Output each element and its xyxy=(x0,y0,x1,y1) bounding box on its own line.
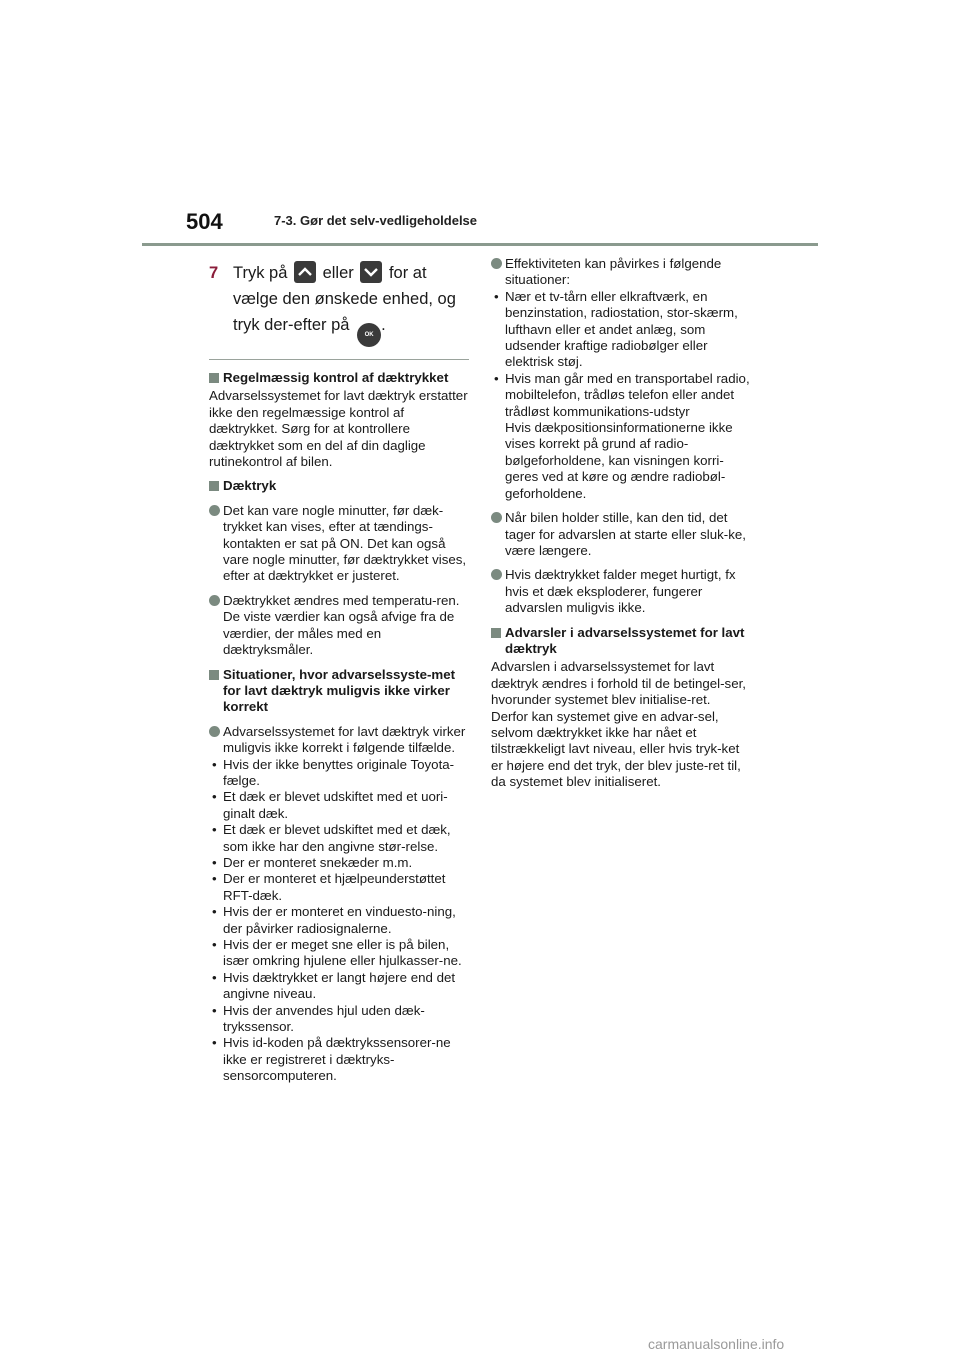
step-text-1: Tryk på xyxy=(233,264,288,282)
list-item: • Et dæk er blevet udskiftet med et uori-ginalt dæk. xyxy=(212,789,448,821)
circle-bullet-icon xyxy=(491,512,502,523)
list-item: • Nær et tv-tårn eller elkraftværk, en benzinstation, radiostation, stor-skærm, lufthavn eller et andet anlæg, som udsender kraftige radiobølger eller elektrisk støj. xyxy=(494,288,738,370)
step-divider xyxy=(209,359,469,360)
list-item: • Hvis der anvendes hjul uden dæk-trykssensor. xyxy=(212,1002,425,1035)
page-header xyxy=(142,209,818,247)
square-marker-icon xyxy=(209,670,219,680)
list-item: • Hvis der ikke benyttes originale Toyota-fælge. xyxy=(212,756,455,788)
heading-text: Regelmæssig kontrol af dæktrykket xyxy=(223,370,449,385)
bullet-item: Effektiviteten kan påvirkes i følgende situationer: xyxy=(491,256,751,289)
step-text-4: . xyxy=(381,316,386,334)
step-7 xyxy=(209,260,469,347)
list-item: • Hvis man går med en transportabel radio, mobiltelefon, trådløs telefon eller andet trådløst kommunikations-udstyr xyxy=(494,370,750,419)
bullet-item: Det kan vare nogle minutter, før dæk-trykket kan vises, efter at tændings-kontakten er sat på ON. Det kan også vare nogle minutter, før dæktrykket vises, efter at dæktrykket er justeret. xyxy=(209,503,469,585)
left-column xyxy=(209,256,469,1085)
ok-button-icon: OK xyxy=(357,323,381,347)
section-title: 7-3. Gør det selv-vedligeholdelse xyxy=(274,213,478,228)
circle-bullet-icon xyxy=(491,258,502,269)
heading-text: Dæktryk xyxy=(223,478,277,494)
heading-regular-check xyxy=(209,370,469,386)
circle-bullet-icon xyxy=(491,569,502,580)
paragraph-regular-check: Advarselssystemet for lavt dæktryk erstatter ikke den regelmæssige kontrol af dæktrykket. Sørg for at kontrollere dæktrykket som en del af din daglige rutinekontrol af bilen. xyxy=(209,388,468,470)
list-item: • Hvis der er meget sne eller is på bilen, især omkring hjulene eller hjulkasser-ne. xyxy=(212,937,462,969)
list-item: • Hvis dæktrykket er langt højere end det angivne niveau. xyxy=(212,969,456,1002)
heading-tire-pressure xyxy=(209,478,469,494)
list-item: • Hvis id-koden på dæktrykssensorer-ne ikke er registreret i dæktryks-sensorcomputeren. xyxy=(212,1035,451,1084)
right-column xyxy=(491,256,751,791)
list-note: Hvis dækpositionsinformationerne ikke vises korrekt på grund af radio-bølgeforholdene, kan visningen korri-geres ved at køre og ændre radiobøl-geforholdene. xyxy=(505,420,733,501)
step-text-3: for at vælge den ønskede enhed, og tryk der-efter på xyxy=(233,264,456,334)
heading-situations xyxy=(209,667,469,716)
chevron-down-icon xyxy=(360,261,382,283)
header-rule xyxy=(142,243,818,246)
square-marker-icon xyxy=(491,628,501,638)
paragraph-warnings: Advarslen i advarselssystemet for lavt dæktryk ændres i forhold til de betingel-ser, hvorunder systemet blev initialise-ret. Derfor kan systemet give en advar-sel, selvom dæktrykket ikke har nået et tilstrækkeligt lavt niveau, eller hvis tryk-ket er højere end det tryk, der blev juste-ret til, da systemet blev initialiseret. xyxy=(491,659,746,790)
list-item: • Der er monteret et hjælpeunderstøttet RFT-dæk. xyxy=(212,871,446,903)
square-marker-icon xyxy=(209,481,219,491)
bullet-item: Dæktrykket ændres med temperatu-ren. De viste værdier kan også afvige fra de værdier, der måles med en dæktryksmåler. xyxy=(209,593,469,659)
bullet-item: Hvis dæktrykket falder meget hurtigt, fx hvis et dæk eksploderer, fungerer advarslen muligvis ikke. xyxy=(491,567,751,616)
step-text-2: eller xyxy=(322,264,354,282)
step-number: 7 xyxy=(209,264,219,282)
circle-bullet-icon xyxy=(209,505,220,516)
heading-text: Situationer, hvor advarselssyste-met for lavt dæktryk muligvis ikke virker korrekt xyxy=(223,666,456,715)
watermark: carmanualsonline.info xyxy=(648,1336,785,1352)
bullet-item: Advarselssystemet for lavt dæktryk virker muligvis ikke korrekt i følgende tilfælde. xyxy=(209,724,469,757)
list-item: • Et dæk er blevet udskiftet med et dæk, som ikke har den angivne stør-relse. xyxy=(212,822,451,854)
list-item: • Hvis der er monteret en vinduesto-ning, der påvirker radiosignalerne. xyxy=(212,904,456,936)
bullet-item: Når bilen holder stille, kan den tid, det tager for advarslen at starte eller sluk-ke, være længere. xyxy=(491,510,751,559)
page-number: 504 xyxy=(186,209,223,234)
circle-bullet-icon xyxy=(209,726,220,737)
circle-bullet-icon xyxy=(209,595,220,606)
square-marker-icon xyxy=(209,373,219,383)
heading-warnings xyxy=(491,625,751,658)
chevron-up-icon xyxy=(294,261,316,283)
heading-text: Advarsler i advarselssystemet for lavt dæktryk xyxy=(505,624,745,656)
list-item: • Der er monteret snekæder m.m. xyxy=(212,854,413,870)
